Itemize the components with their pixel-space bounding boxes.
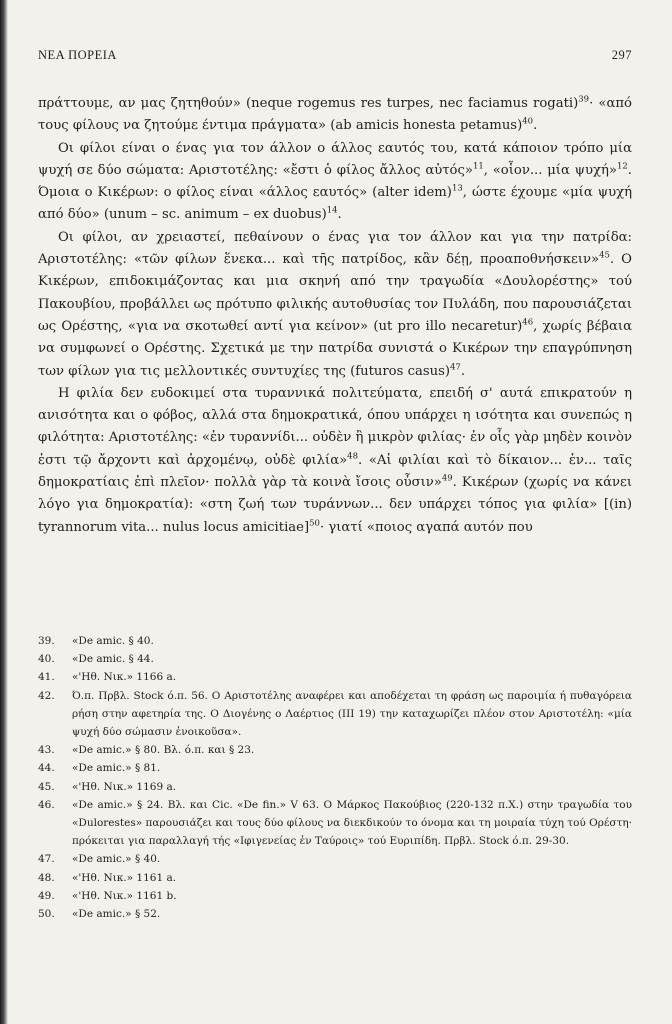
footnote-text: «'Ηθ. Νικ.» 1161 a. [72, 871, 177, 884]
footnote [38, 668, 632, 686]
footnote-number: 42. [38, 689, 55, 702]
footnote-ref: 40 [522, 116, 534, 127]
footnote-text: «De amic.» § 24. Βλ. και Cic. «De fin.» V 63. Ο Μάρκος Πακούβιος (220-132 π.Χ.) στην τραγωδία του «Dulorestes» παρουσιάζει και τους δύο φίλους να διεκδικούν το όνομα και τη μοιραία τύχη τού Ορέστη· πρόκειται για παραλλαγή τής «Ιφιγενείας ἐν Ταύροις» τού Ευριπίδη. Πρβλ. Stock ό.π. 29-30. [72, 798, 632, 848]
text-run: , «οἷον... μία ψυχή» [483, 162, 617, 178]
footnote-text: «De amic. § 40. [72, 635, 154, 647]
footnote-ref: 13 [451, 183, 463, 194]
text-run: . [337, 207, 342, 223]
footnote-ref: 11 [472, 161, 484, 172]
footnote-number: 39. [38, 635, 55, 647]
footnote-number: 47. [38, 853, 55, 866]
text-run: . Όμοια ο Κικέρων: ο φίλος είναι «άλλος εαυτός» (alter idem) [38, 162, 632, 201]
footnote [38, 759, 632, 777]
text-run: . [533, 118, 538, 134]
footnote-text: «'Ηθ. Νικ.» 1161 b. [72, 889, 177, 902]
footnote [38, 905, 632, 923]
footnote [38, 850, 632, 868]
footnote [38, 869, 632, 887]
footnote-number: 48. [38, 871, 55, 884]
page-number: 297 [611, 48, 632, 62]
text-run: . Ο Κικέρων, επιδοκιμάζοντας και μια σκηνή από την τραγωδία «Δουλορέστης» τού Πακουβίου, προβάλλει ως πρότυπο φιλικής αυτοθυσίας τον Πυλάδη, που παρουσιάζεται ως Ορέστης, «για να σκοτωθεί αντί για κείνον» (ut pro illo necaretur) [38, 252, 632, 334]
footnote-number: 50. [38, 908, 55, 921]
text-run: , χωρίς βέβαια να συμφωνεί ο Ορέστης. Σχετικά με την πατρίδα συνιστά ο Κικέρων την επαγρύπνηση των φίλων για τις μελλοντικές συντυχίες της (futuros casus) [38, 318, 632, 379]
text-run: Οι φίλοι, αν χρειαστεί, πεθαίνουν ο ένας για τον άλλον και για την πατρίδα: Αριστοτέλης: «τῶν φίλων ἕνεκα... καὶ τῆς πατρίδος, κἂν δέῃ, προαποθνήσκειν» [38, 229, 632, 268]
footnote-ref: 49 [441, 473, 453, 484]
footnote-ref: 45 [599, 250, 610, 261]
footnote-number: 46. [38, 798, 55, 811]
footnote-text: «De amic.» § 40. [72, 853, 161, 866]
footnote-number: 49. [38, 889, 55, 902]
footnote [38, 778, 632, 796]
text-run: πράττουμε, αν μας ζητηθούν» (neque rogemus res turpes, nec faciamus rogati) [38, 96, 579, 111]
footnote-ref: 50 [309, 518, 320, 529]
footnote-text: «De amic.» § 52. [72, 908, 161, 921]
footnote [38, 650, 632, 668]
text-run: · γιατί «ποιος αγαπά αυτόν που [319, 519, 533, 535]
footnote-text: «De amic.» § 80. Βλ. ό.π. και § 23. [72, 744, 255, 757]
footnote-text: «De amic. § 44. [72, 653, 154, 666]
footnote-ref: 48 [347, 451, 358, 462]
footnote-number: 41. [38, 671, 55, 684]
running-title: ΝΕΑ ΠΟΡΕΙΑ [38, 48, 117, 62]
footnote-text: «De amic.» § 81. [72, 762, 161, 775]
text-run: . [460, 363, 466, 379]
text-run: , ώστε έχουμε «μία ψυχή από δύο» (unum – sc. animum – ex duobus) [38, 185, 632, 223]
footnote-number: 45. [38, 780, 55, 793]
footnote-ref: 39 [578, 94, 590, 105]
footnote-ref: 14 [326, 206, 338, 217]
paragraph [38, 138, 632, 227]
text-run: . «Αἱ φιλίαι καὶ τὸ δίκαιον... ἐν... ταῖς δημοκρατίαις ἐπὶ πλεῖον· πολλὰ γὰρ τὰ κοινὰ ἴσοις οὖσιν» [38, 452, 632, 491]
footnote [38, 632, 632, 650]
body-text [38, 93, 632, 539]
footnotes [38, 632, 632, 923]
paragraph [38, 227, 632, 383]
footnote-ref: 47 [450, 362, 461, 373]
footnote [38, 741, 632, 759]
footnote-number: 44. [38, 762, 55, 775]
text-run: Οι φίλοι είναι ο ένας για τον άλλον ο άλλος εαυτός του, κατά κάποιον τρόπο μία ψυχή σε δύο σώματα: Αριστοτέλης: «ἔστι ὁ φίλος ἄλλος αὐτός» [38, 140, 632, 178]
paragraph [38, 383, 632, 539]
text-run: . Κικέρων (χωρίς να κάνει λόγο για δημοκρατία): «στη ζωή των τυράννων... δεν υπάρχει τόπος για φιλία» [(in) tyrannorum vita... nulus locus amicitiae] [38, 475, 632, 535]
footnote [38, 796, 632, 851]
footnote [38, 887, 632, 905]
footnote [38, 687, 632, 742]
book-spine-shadow [0, 0, 8, 1024]
footnote-text: «'Ηθ. Νικ.» 1169 a. [72, 780, 177, 793]
footnote-ref: 12 [616, 161, 628, 172]
footnote-number: 43. [38, 744, 55, 757]
paragraph [38, 93, 632, 138]
text-run: Η φιλία δεν ευδοκιμεί στα τυραννικά πολιτεύματα, επειδή σ' αυτά επικρατούν η ανισότητα και ο φόβος, αλλά στα δημοκρατικά, όπου υπάρχει η ισότητα και συνεπώς η φιλότητα: Αριστοτέλης: «ἐν τυραννίδι... οὐδὲν ἢ μικρὸν φιλίας· ἐν οἷς γὰρ μηδὲν κοινὸν ἐστι τῷ ἄρχοντι καὶ ἀρχομένῳ, οὐδὲ φιλία» [38, 385, 632, 468]
text-run: · «από τους φίλους να ζητούμε έντιμα πράγματα» (ab amicis honesta petamus) [38, 96, 632, 134]
footnote-ref: 46 [522, 317, 534, 328]
footnote-text: «'Ηθ. Νικ.» 1166 a. [72, 671, 177, 684]
footnote-text: Ό.π. Πρβλ. Stock ό.π. 56. Ο Αριστοτέλης αναφέρει και αποδέχεται τη φράση ως παροιμία ή πυθαγόρεια ρήση στην αφετηρία της. Ο Διογένης ο Λαέρτιος (III 19) την καταχωρίζει πλέον στον Αριστοτέλη: «μία ψυχή δύο σώμασιν ἐνοικοῦσα». [72, 689, 632, 739]
footnote-number: 40. [38, 653, 55, 666]
